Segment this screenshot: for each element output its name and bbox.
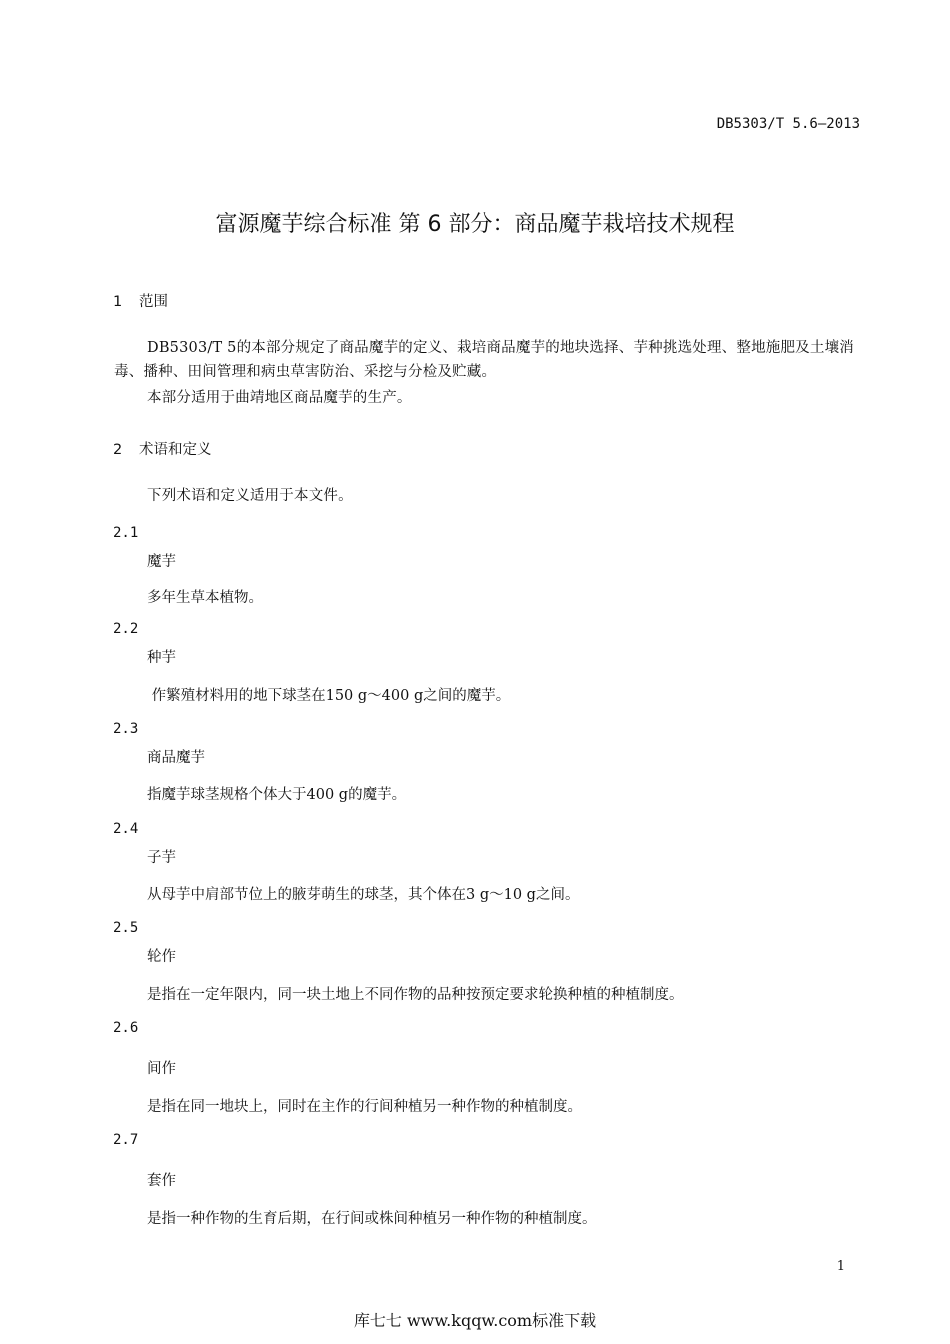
document-title: 富源魔芋综合标准 第 6 部分：商品魔芋栽培技术规程 [215, 212, 735, 237]
term: 间作 [147, 1061, 176, 1077]
term: 魔芋 [147, 554, 176, 570]
term-definition: 是指一种作物的生育后期，在行间或株间种植另一种作物的种植制度。 [147, 1211, 597, 1227]
term-definition: 作繁殖材料用的地下球茎在150 g～400 g之间的魔芋。 [147, 688, 511, 704]
clause-number: 2.3 [113, 721, 139, 737]
term-definition: 指魔芋球茎规格个体大于400 g的魔芋。 [147, 787, 407, 803]
scope-applicability: 本部分适用于曲靖地区商品魔芋的生产。 [147, 390, 412, 406]
clause-number: 2.1 [113, 525, 139, 541]
term-definition: 是指在一定年限内，同一块土地上不同作物的品种按预定要求轮换种植的种植制度。 [147, 987, 684, 1003]
clause-number: 2.4 [113, 821, 139, 837]
clause-number: 2.2 [113, 621, 139, 637]
section-number: 1 [113, 294, 123, 310]
term-definition: 从母芋中肩部节位上的腋芽萌生的球茎，其个体在3 g～10 g之间。 [147, 887, 580, 903]
term-definition: 多年生草本植物。 [147, 590, 263, 606]
section-heading [113, 438, 212, 459]
term-definition: 是指在同一地块上，同时在主作的行间种植另一种作物的种植制度。 [147, 1099, 582, 1115]
section-title: 术语和定义 [139, 442, 212, 458]
clause-number: 2.5 [113, 920, 139, 936]
clause-number: 2.6 [113, 1020, 139, 1036]
clause-number: 2.7 [113, 1132, 139, 1148]
term: 子芋 [147, 850, 176, 866]
standard-code: DB5303/T 5.6—2013 [716, 116, 860, 132]
footer-source-text: 库七七 www.kqqw.com标准下载 [353, 1311, 597, 1330]
scope-paragraph: DB5303/T 5的本部分规定了商品魔芋的定义、栽培商品魔芋的地块选择、芋种挑选处理、整地施肥及土壤消毒、播种、田间管理和病虫草害防治、采挖与分检及贮藏。 [114, 340, 854, 380]
page-number: 1 [836, 1259, 845, 1274]
term: 套作 [147, 1173, 176, 1189]
term: 轮作 [147, 949, 176, 965]
section-title: 范围 [139, 294, 168, 310]
term: 商品魔芋 [147, 750, 205, 766]
section-heading [113, 290, 168, 311]
term: 种芋 [147, 650, 176, 666]
section-number: 2 [113, 442, 123, 458]
terms-intro: 下列术语和定义适用于本文件。 [147, 488, 353, 504]
